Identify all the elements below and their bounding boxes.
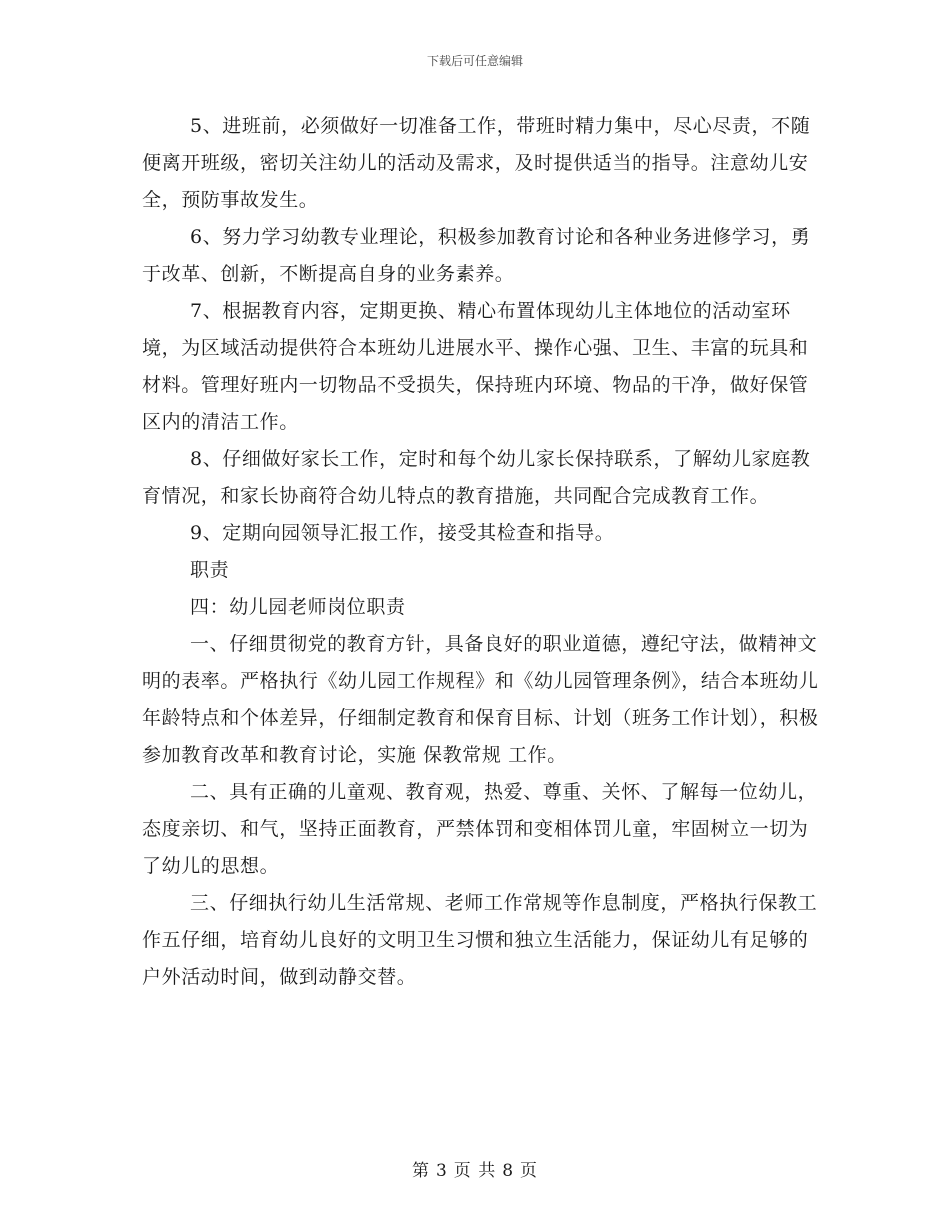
paragraph-item-8: 8、仔细做好家长工作，定时和每个幼儿家长保持联系，了解幼儿家庭教育情况，和家长协商符合幼儿特点的教育措施，共同配合完成教育工作。	[142, 448, 811, 507]
paragraph-duty-3: 三、仔细执行幼儿生活常规、老师工作常规等作息制度，严格执行保教工作五仔细，培育幼儿良好的文明卫生习惯和独立生活能力，保证幼儿有足够的户外活动时间，做到动静交替。	[142, 892, 818, 988]
footer-suffix: 页	[520, 1161, 539, 1181]
section-heading: 四：幼儿园老师岗位职责	[190, 596, 406, 618]
paragraph-item-7: 7、根据教育内容，定期更换、精心布置体现幼儿主体地位的活动室环境，为区域活动提供符合本班幼儿进展水平、操作心强、卫生、丰富的玩具和材料。管理好班内一切物品不受损失，保持班内环境、物品的干净，做好保管区内的清洁工作。	[142, 300, 809, 433]
section-label: 职责	[190, 559, 230, 581]
paragraph-item-6: 6、努力学习幼教专业理论，积极参加教育讨论和各种业务进修学习，勇于改革、创新，不断提高自身的业务素养。	[142, 226, 811, 285]
footer-page-number: 3	[435, 1161, 448, 1181]
footer-prefix: 第	[411, 1161, 430, 1181]
paragraph-item-9: 9、定期向园领导汇报工作，接受其检查和指导。	[190, 522, 615, 544]
footer-total-pages: 8	[502, 1161, 515, 1181]
paragraph-item-5: 5、进班前，必须做好一切准备工作，带班时精力集中，尽心尽责，不随便离开班级，密切关注幼儿的活动及需求，及时提供适当的指导。注意幼儿安全，预防事故发生。	[142, 115, 811, 211]
document-body	[142, 108, 822, 996]
page-header: 下载后可任意编辑	[426, 54, 523, 68]
page-footer	[0, 1156, 950, 1181]
footer-middle: 页 共	[453, 1161, 497, 1181]
paragraph-duty-1: 一、仔细贯彻党的教育方针，具备良好的职业道德，遵纪守法，做精神文明的表率。严格执行《幼儿园工作规程》和《幼儿园管理条例》，结合本班幼儿年龄特点和个体差异，仔细制定教育和保育目标、计划（班务工作计划），积极参加教育改革和教育讨论，实施 保教常规 工作。	[142, 633, 819, 766]
paragraph-duty-2: 二、具有正确的儿童观、教育观，热爱、尊重、关怀、了解每一位幼儿，态度亲切、和气，坚持正面教育，严禁体罚和变相体罚儿童，牢固树立一切为了幼儿的思想。	[142, 781, 818, 877]
